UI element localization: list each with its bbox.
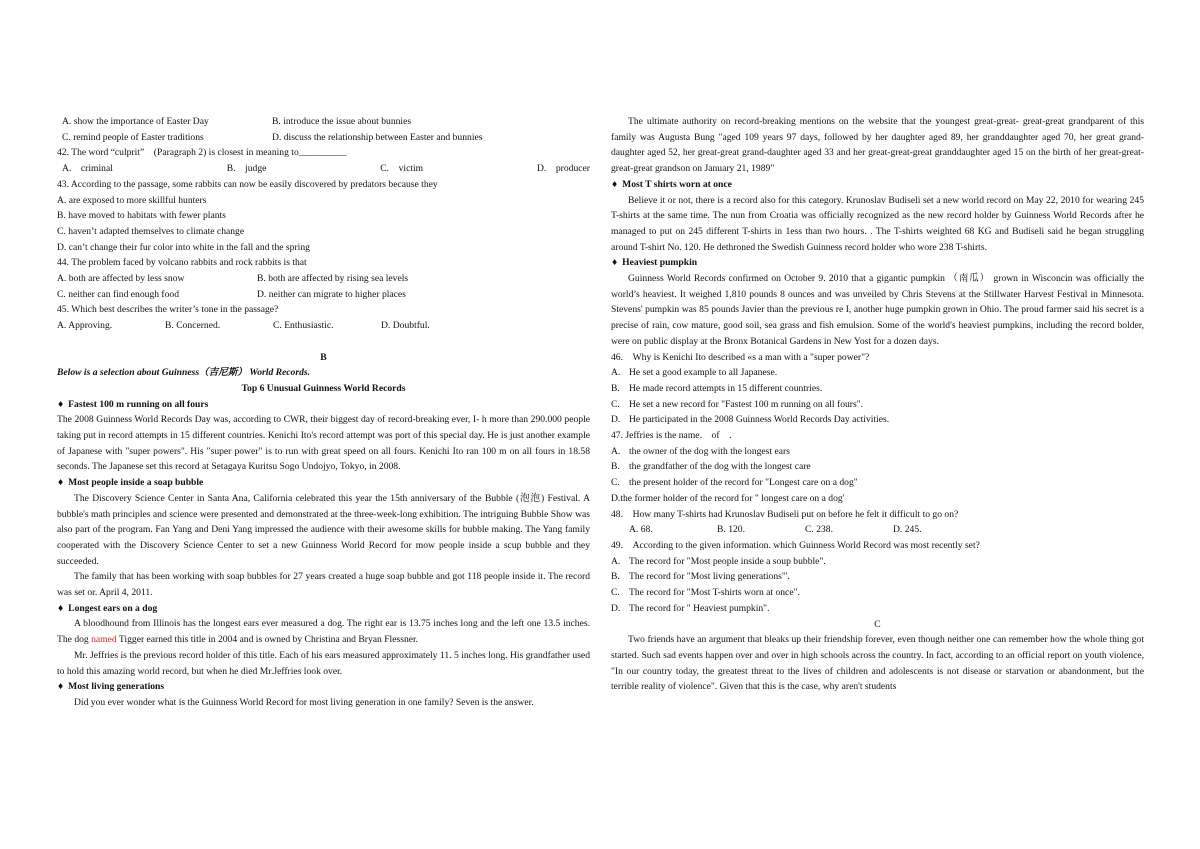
q45-question: 45. Which best describes the writer’s tone in the passage? [57, 304, 279, 316]
q45-option-c: C. Enthusiastic. [273, 320, 334, 332]
q42-option-b: B. judge [226, 163, 267, 175]
q46-question: 46. Why is Kenichi Ito described «s a man with a "super power"? [611, 351, 870, 363]
q46-option-d [611, 412, 1144, 428]
option-letter: A. [611, 445, 621, 457]
left-column [57, 114, 590, 829]
q42-options [57, 161, 590, 177]
q44-options-row1 [57, 271, 590, 287]
option-text: the owner of the dog with the longest ears [629, 445, 790, 457]
record-heading-text: Most people inside a soap bubble [68, 477, 204, 489]
q41-option-c: C. remind people of Easter traditions [62, 131, 204, 143]
q43-option-c: C. haven’t adapted themselves to climate change [57, 225, 245, 237]
option-text: The record for "Most T-shirts worn at once". [629, 587, 800, 599]
q44-option-a: A. both are affected by less snow [57, 273, 185, 285]
option-letter: C. [611, 477, 620, 489]
q42-option-c: C. victim [380, 163, 424, 175]
passage-title: Top 6 Unusual Guinness World Records [241, 382, 406, 394]
record-heading-text: Most living generations [68, 681, 165, 693]
option-text: He made record attempts in 15 different countries. [629, 382, 823, 394]
record-heading-text: Longest ears on a dog [68, 602, 158, 614]
q46-option-a [611, 365, 1144, 381]
q43-question: 43. According to the passage, some rabbits can now be easily discovered by predators because they [57, 178, 438, 190]
q41-option-d: D. discuss the relationship between Easter and bunnies [272, 131, 483, 143]
diamond-bullet-icon: ♦ [611, 179, 619, 189]
option-letter: B. [611, 382, 620, 394]
option-letter: C. [611, 587, 620, 599]
option-text: The record for "Most living generations"'. [629, 571, 790, 583]
q45-option-d: D. Doubtful. [381, 320, 430, 332]
paragraph-section-c: Two friends have an argument that bleaks up their friendship forever, even though neither one can remember how the whole thing got started. Such sad events happen over and over in high schools across the country. In fact, according to an official report on youth violence, "In our country today, the greatest threat to the lives of children and adolescents is not disease or starvation or abandonment, but the terrible reality of violence". Given that this is the case, why aren't students [611, 634, 1144, 693]
option-text: He set a good example to all Japanese. [629, 367, 778, 379]
q47-question: 47. Jeffries is the name． of . [611, 430, 732, 442]
q45-option-a: A. Approving. [57, 320, 113, 332]
option-letter: A. [611, 367, 621, 379]
q49-option-c [611, 585, 1144, 601]
text-run: A bloodhound from Illinois has the longest ears ever measured a dog. The right ear is 13.75 inches long and the left one 13.5 inches. The dog [57, 618, 590, 646]
record-heading-generations [57, 679, 590, 695]
record-heading-soap-bubble [57, 475, 590, 491]
option-letter: B. [611, 571, 620, 583]
paragraph-longest-ears-2: Mr. Jeffries is the previous record holder of this title. Each of his ears measured approximately 11. 5 inches long. His grandfather used to hold this amazing world record, but when he died Mr.Jeffries look over. [57, 649, 590, 677]
option-text: The record for " Heaviest pumpkin". [629, 602, 770, 614]
q42-option-d: D. producer [536, 163, 590, 175]
q48-options [611, 522, 1144, 538]
q48-option-a: A. 68. [629, 524, 653, 536]
q49-option-b [611, 569, 1144, 585]
diamond-bullet-icon: ♦ [57, 682, 65, 692]
option-text: He set a new record for "Fastest 100 m running on all fours". [629, 398, 864, 410]
q49-option-d [611, 601, 1144, 617]
highlighted-word: named [91, 634, 117, 646]
paragraph-tshirts: Believe it or not, there is a record also for this category. Krunoslav Budiseli set a new world record on May 22, 2010 for wearing 245 T-shirts at the same time. The nun from Croatia was officially recognized as the new record holder by Guinness World Records after he managed to put on 245 different T-shirts in 1ess than two hours. . The T-shirts weighted 68 KG and Budiseli said he began struggling around T-shirt No. 120. He dethroned the Swedish Guinness record holder who wore 238 T-shirts. [611, 194, 1144, 253]
q44-question: 44. The problem faced by volcano rabbits and rock rabbits is that [57, 257, 307, 269]
diamond-bullet-icon: ♦ [611, 258, 619, 268]
q44-option-c: C. neither can find enough food [57, 288, 180, 300]
q42-option-a: A. criminal [62, 163, 113, 175]
option-letter: D. [611, 414, 621, 426]
q41-option-a: A. show the importance of Easter Day [62, 116, 209, 127]
section-b-heading: B [320, 351, 327, 363]
option-text: The record for "Most people inside a soup bubble". [629, 555, 826, 567]
diamond-bullet-icon: ♦ [57, 399, 65, 409]
paragraph-fastest: The 2008 Guinness World Records Day was, according to CWR, their biggest day of record-breaking ever, I- h more than 290.000 people taking put in record attempts in 15 different countries. Kenichi Ito's record attempt was port of this special day. He is just another example of Japanese with "super powers". His "super power" is to run with great speed on all fours. Kenichi Ito ran 100 m on all fours in 18.58 seconds. The Japanese set this record at Setagaya Kuritsu Sogo Undojyo, Tokyo, in 2008. [57, 414, 590, 473]
q46-option-b [611, 381, 1144, 397]
record-heading-longest-ears [57, 601, 590, 617]
diamond-bullet-icon: ♦ [57, 603, 65, 613]
record-heading-fastest [57, 397, 590, 413]
q48-option-b: B. 120. [717, 524, 745, 536]
option-letter: A. [611, 555, 621, 567]
q46-option-c [611, 397, 1144, 413]
q48-option-c: C. 238. [805, 524, 833, 536]
q43-option-d: D. can’t change their fur color into white in the fall and the spring [57, 241, 310, 253]
option-letter: B. [611, 461, 620, 473]
q47-option-d: D.the former holder of the record for " longest care on a dog' [611, 492, 845, 504]
text-run: Tigger earned this title in 2004 and is owned by Christina and Bryan Flessner. [116, 634, 419, 646]
q47-option-a [611, 444, 1144, 460]
q41-options-row1 [57, 114, 590, 130]
section-c-heading: C [874, 618, 881, 630]
record-heading-text: Heaviest pumpkin [622, 257, 698, 269]
diamond-bullet-icon: ♦ [57, 478, 65, 488]
record-heading-tshirts [611, 177, 1144, 193]
option-text: the present holder of the record for "Longest care on a dog" [629, 477, 858, 489]
right-column [611, 114, 1144, 829]
q47-option-b [611, 459, 1144, 475]
option-text: He participated in the 2008 Guinness World Records Day activities. [629, 414, 890, 426]
record-heading-text: Fastest 100 m running on all fours [68, 398, 209, 410]
passage-intro: Below is a selection about Guinness（吉尼斯） World Records. [57, 367, 311, 379]
q48-question: 48. How many T-shirts had Krunoslav Budiseli put on before he felt it difficult to go on? [611, 508, 959, 520]
option-letter: D. [611, 602, 621, 614]
q42-question: 42. The word “culprit” (Paragraph 2) is closest in meaning to__________ [57, 147, 347, 159]
option-text: the grandfather of the dog with the longest care [629, 461, 811, 473]
paragraph-generations-2: The ultimate authority on record-breaking mentions on the website that the youngest great-great- great-great grandparent of this family was Augusta Bung "aged 109 years 97 days, followed by her daughter aged 89, her granddaughter aged 70, her great grand-daughter aged 52, her great-great grand-daughter aged 33 and her great-great-great granddaughter aged 15 on the birth of her great-great-great-great grandson on January 21, 1989" [611, 116, 1144, 175]
record-heading-pumpkin [611, 255, 1144, 271]
q47-option-c [611, 475, 1144, 491]
paragraph-pumpkin: Guinness World Records confirmed on October 9. 2010 that a gigantic pumpkin （南瓜） grown in Wisconcin was officially the world’s heaviest. It weighed 1,810 pounds 8 ounces and was unveiled by Chris Stevens at the Stillwater Harvest Festival in Minnesota. Stevens' pumpkin was 85 pounds Javier than the previous re I, another huge pumpkin grown in Ohio. The proud farmer said his secret is a precise of rain, cow mature, good soil, sea grass and fish emulsion. Some of the world's heaviest pumpkins, including the record bolder, were on public display at the Bronx Botanical Gardens in New Yost for a dozen days. [611, 273, 1144, 347]
q48-option-d: D. 245. [893, 524, 922, 536]
q45-options [57, 318, 590, 334]
record-heading-text: Most T shirts worn at once [622, 178, 732, 190]
q49-option-a [611, 554, 1144, 570]
option-letter: C. [611, 398, 620, 410]
q45-option-b: B. Concerned. [165, 320, 221, 332]
q41-options-row2 [57, 130, 590, 146]
q44-option-d: D. neither can migrate to higher places [257, 288, 406, 300]
paragraph-soap-bubble-1: The Discovery Science Center in Santa Ana, California celebrated this year the 15th anniversary of the Bubble (泡泡) Festival. A bubble's math principles and science were presented and demonstrated at the three-week-long exhibition. The intriguing Bubble Show was also part of the program. Fan Yang and Deni Yang impressed the audience with their awesome skills for bubble making. The Yang family cooperated with the Discovery Science Center to set a new Guinness World Record for mow people inside a scup bubble and they succeeded. [57, 492, 590, 567]
q41-option-b: B. introduce the issue about bunnies [272, 116, 412, 127]
paragraph-longest-ears-1 [57, 616, 590, 647]
paragraph-generations: Did you ever wonder what is the Guinness World Record for most living generation in one family? Seven is the answer. [74, 697, 534, 708]
q43-option-a: A. are exposed to more skillful hunters [57, 194, 207, 206]
q44-option-b: B. both are affected by rising sea levels [257, 273, 409, 285]
q43-option-b: B. have moved to habitats with fewer plants [57, 210, 226, 222]
spacer [57, 334, 590, 350]
q44-options-row2 [57, 287, 590, 303]
q49-question: 49. According to the given information. which Guinness World Record was most recently set? [611, 539, 980, 551]
paragraph-soap-bubble-2: The family that has been working with soap bubbles for 27 years created a huge soap bubble and got 118 people inside it. The record was set or. April 4, 2011. [57, 571, 590, 599]
